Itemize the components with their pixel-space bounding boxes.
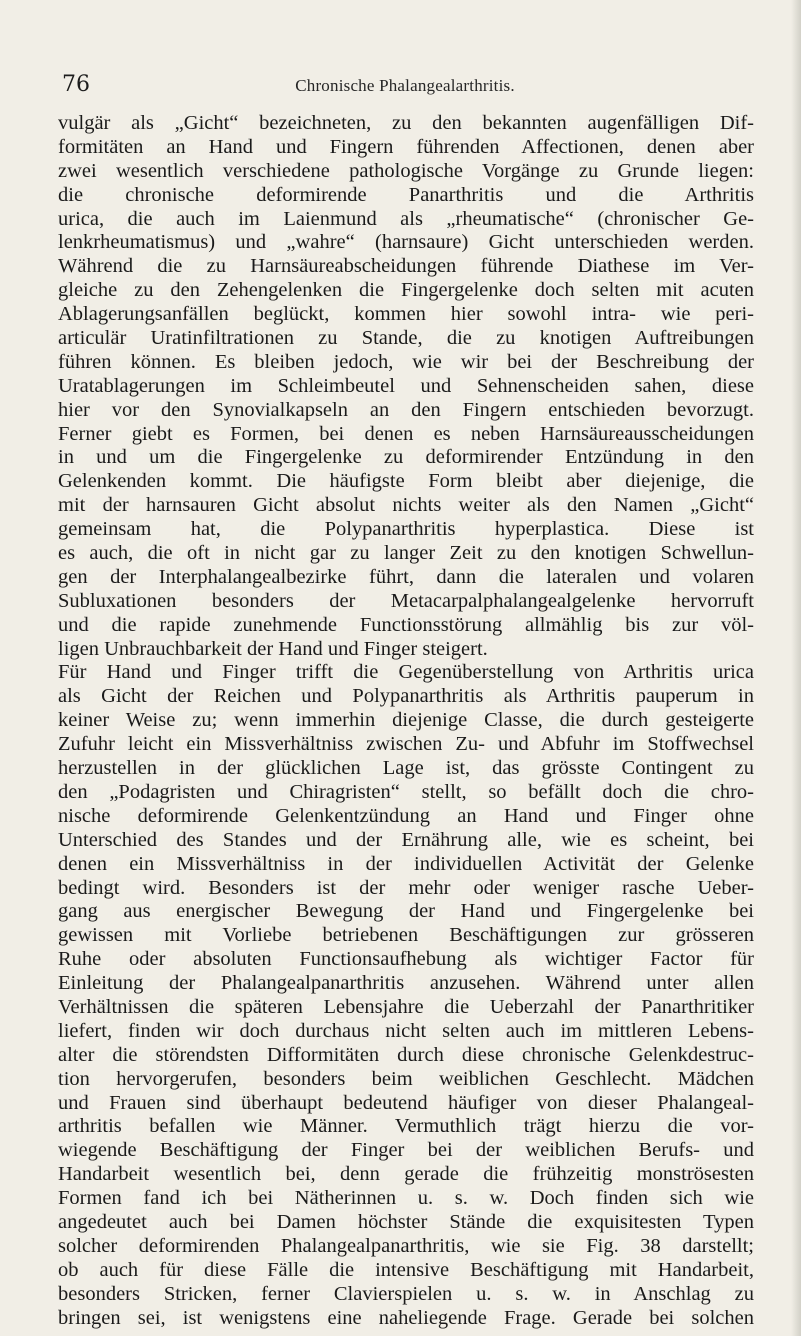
text-line: gang aus energischer Bewegung der Hand und Fingergelenke bei (58, 900, 754, 923)
text-line: Ferner giebt es Formen, bei denen es neben Harnsäureausscheidungen (58, 422, 754, 445)
text-line: in und um die Fingergelenke zu deformirender Entzündung in den (58, 446, 754, 469)
text-line: articulär Uratinfiltrationen zu Stande, die zu knotigen Auftreibungen (58, 327, 754, 350)
text-line: wiegende Beschäftigung der Finger bei der weiblichen Berufs- und (58, 1139, 754, 1162)
text-line: Unterschied des Standes und der Ernährung alle, wie es scheint, bei (58, 828, 754, 851)
text-line: zwei wesentlich verschiedene pathologische Vorgänge zu Grunde liegen: (58, 159, 754, 182)
text-line: Einleitung der Phalangealpanarthritis anzusehen. Während unter allen (58, 972, 754, 995)
text-line: urica, die auch im Laienmund als „rheumatische“ (chronischer Ge- (58, 207, 754, 230)
text-line: Ruhe oder absoluten Functionsaufhebung als wichtiger Factor für (58, 948, 754, 971)
text-line: ob auch für diese Fälle die intensive Beschäftigung mit Handarbeit, (58, 1258, 754, 1281)
text-line: Für Hand und Finger trifft die Gegenüberstellung von Arthritis urica (58, 661, 754, 684)
text-line: arthritis befallen wie Männer. Vermuthlich trägt hierzu die vor- (58, 1115, 754, 1138)
running-head: Chronische Phalangealarthritis. (295, 76, 515, 95)
page-header (58, 72, 752, 102)
text-line: besonders Stricken, ferner Clavierspielen u. s. w. in Anschlag zu (58, 1282, 754, 1305)
page-number: 76 (62, 72, 90, 97)
text-line: solcher deformirenden Phalangealpanarthritis, wie sie Fig. 38 darstellt; (58, 1234, 754, 1257)
text-line: Formen fand ich bei Nätherinnen u. s. w. Doch finden sich wie (58, 1187, 754, 1210)
text-line: als Gicht der Reichen und Polypanarthritis als Arthritis pauperum in (58, 685, 754, 708)
text-line: gen der Interphalangealbezirke führt, dann die lateralen und volaren (58, 565, 754, 588)
text-line: ligen Unbrauchbarkeit der Hand und Finger steigert. (58, 637, 488, 660)
text-line: es auch, die oft in nicht gar zu langer Zeit zu den knotigen Schwellun- (58, 542, 754, 565)
text-line: keiner Weise zu; wenn immerhin diejenige Classe, die durch gesteigerte (58, 709, 754, 732)
text-line: liefert, finden wir doch durchaus nicht selten auch im mittleren Lebens- (58, 1019, 754, 1042)
text-line: tion hervorgerufen, besonders beim weiblichen Geschlecht. Mädchen (58, 1067, 754, 1090)
text-line: vulgär als „Gicht“ bezeichneten, zu den bekannten augenfälligen Dif- (58, 112, 754, 134)
text-line: denen ein Missverhältniss in der individuellen Activität der Gelenke (58, 852, 754, 875)
page-edge-shadow (791, 0, 801, 1336)
text-line: den „Podagristen und Chiragristen“ stellt, so befällt doch die chro- (58, 780, 754, 803)
text-line: Zufuhr leicht ein Missverhältniss zwischen Zu- und Abfuhr im Stoffwechsel (58, 733, 754, 756)
text-line: gemeinsam hat, die Polypanarthritis hyperplastica. Diese ist (58, 518, 754, 541)
text-line: gleiche zu den Zehengelenken die Fingergelenke doch selten mit acuten (58, 279, 754, 302)
text-line: Ablagerungsanfällen beglückt, kommen hier sowohl intra- wie peri- (58, 303, 754, 326)
text-line: und Frauen sind überhaupt bedeutend häufiger von dieser Phalangeal- (58, 1091, 754, 1114)
text-line: Uratablagerungen im Schleimbeutel und Sehnenscheiden sahen, diese (58, 374, 754, 397)
text-line: mit der harnsauren Gicht absolut nichts weiter als den Namen „Gicht“ (58, 494, 754, 517)
body-text (58, 112, 754, 1330)
text-line: herzustellen in der glücklichen Lage ist, das grösste Contingent zu (58, 757, 754, 780)
text-line: bedingt wird. Besonders ist der mehr oder weniger rasche Ueber- (58, 876, 754, 899)
text-line: führen können. Es bleiben jedoch, wie wir bei der Beschreibung der (58, 350, 754, 373)
text-line: alter die störendsten Difformitäten durch diese chronische Gelenkdestruc- (58, 1043, 754, 1066)
text-line: gewissen mit Vorliebe betriebenen Beschäftigungen zur grösseren (58, 924, 754, 947)
text-line: hier vor den Synovialkapseln an den Fingern entschieden bevorzugt. (58, 398, 754, 421)
text-line: nische deformirende Gelenkentzündung an Hand und Finger ohne (58, 804, 754, 827)
text-line: die chronische deformirende Panarthritis und die Arthritis (58, 183, 754, 206)
text-line: Gelenkenden kommt. Die häufigste Form bleibt aber diejenige, die (58, 470, 754, 493)
text-line: angedeutet auch bei Damen höchster Stände die exquisitesten Typen (58, 1210, 754, 1233)
text-line: und die rapide zunehmende Functionsstörung allmählig bis zur völ- (58, 613, 754, 636)
text-line: bringen sei, ist wenigstens eine naheliegende Frage. Gerade bei solchen (58, 1306, 754, 1329)
text-line: Subluxationen besonders der Metacarpalphalangealgelenke hervorruft (58, 589, 754, 612)
text-line: Verhältnissen die späteren Lebensjahre die Ueberzahl der Panarthritiker (58, 995, 754, 1018)
text-line: formitäten an Hand und Fingern führenden Affectionen, denen aber (58, 135, 754, 158)
text-line: Handarbeit wesentlich bei, denn gerade die frühzeitig monströsesten (58, 1163, 754, 1186)
text-line: Während die zu Harnsäureabscheidungen führende Diathese im Ver- (58, 255, 754, 278)
text-line: lenkrheumatismus) und „wahre“ (harnsaure) Gicht unterschieden werden. (58, 231, 754, 254)
